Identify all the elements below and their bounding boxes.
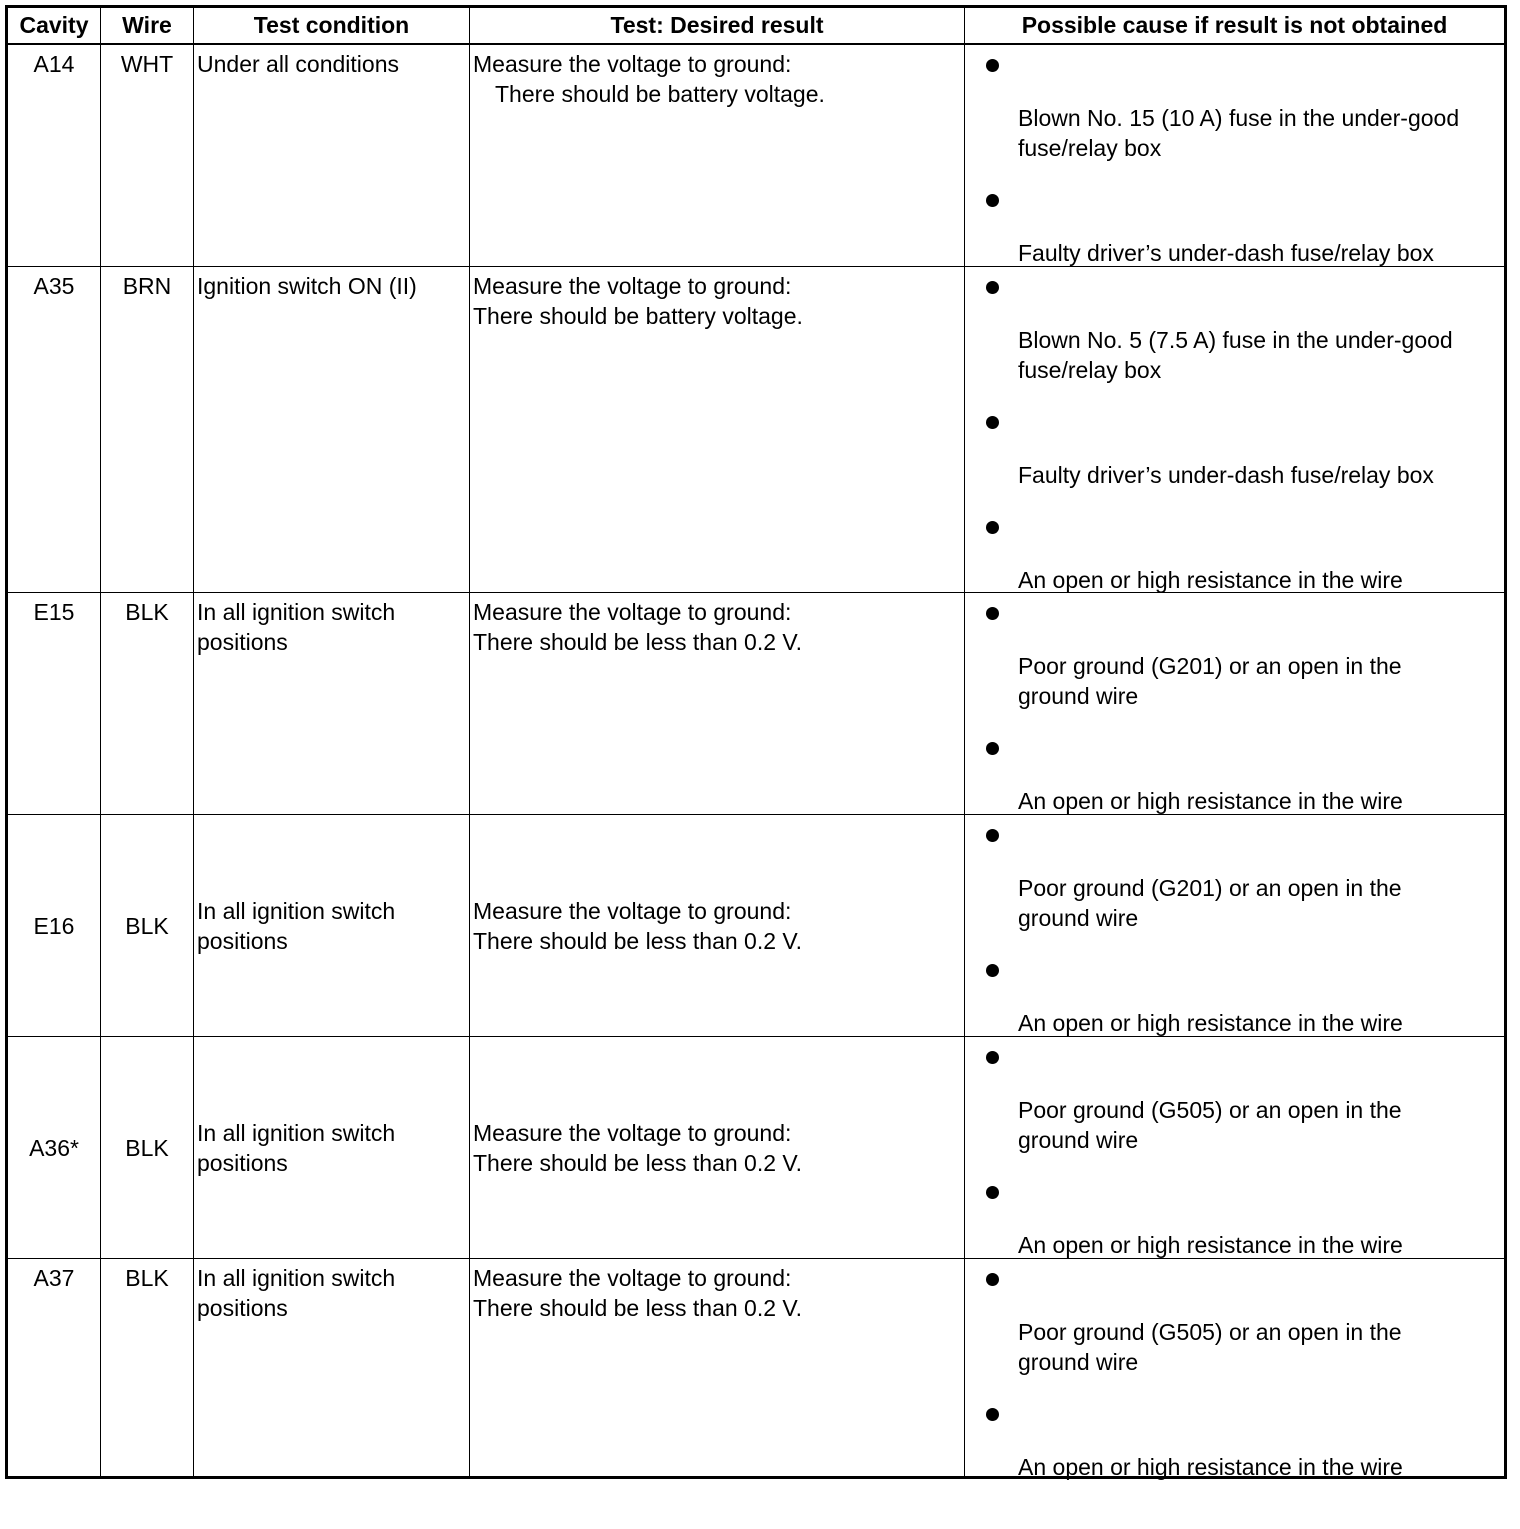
cause-line: Poor ground (G505) or an open in the — [1018, 1097, 1402, 1123]
result-line: There should be less than 0.2 V. — [473, 927, 803, 954]
condition-line: positions — [197, 629, 288, 655]
result-line: There should be battery voltage. — [473, 303, 803, 329]
cause-cell — [965, 45, 1504, 266]
cause-item — [965, 45, 1504, 180]
cause-line: Poor ground (G201) or an open in the — [1018, 653, 1402, 679]
cause-cell — [965, 1259, 1504, 1480]
cause-line: An open or high resistance in the wire — [1018, 1232, 1403, 1258]
cause-line: Poor ground (G505) or an open in the — [1018, 1319, 1402, 1345]
result-line: Measure the voltage to ground: — [473, 1265, 792, 1291]
result-line: There should be less than 0.2 V. — [473, 1295, 803, 1321]
wire-cell: BLK — [101, 1259, 194, 1476]
condition-line: Ignition switch ON (II) — [197, 273, 417, 299]
condition-cell — [194, 815, 470, 1036]
wire-cell: BLK — [101, 593, 194, 814]
cause-item — [965, 1259, 1504, 1394]
condition-line: positions — [197, 1295, 288, 1321]
result-cell — [470, 1037, 965, 1258]
cause-item — [965, 1394, 1504, 1529]
bullet-icon — [986, 416, 999, 429]
table-row — [8, 593, 1504, 815]
cause-cell — [965, 267, 1504, 592]
condition-cell — [194, 1259, 470, 1476]
condition-line: In all ignition switch — [197, 897, 396, 924]
cause-item — [965, 593, 1504, 728]
bullet-icon — [986, 1408, 999, 1421]
result-line: There should be less than 0.2 V. — [473, 629, 803, 655]
result-cell — [470, 1259, 965, 1476]
condition-line: Under all conditions — [197, 51, 400, 77]
cause-line: An open or high resistance in the wire — [1018, 567, 1403, 593]
wire-cell: WHT — [101, 45, 194, 266]
condition-line: In all ignition switch — [197, 599, 396, 625]
result-line: Measure the voltage to ground: — [473, 1119, 792, 1146]
cause-cell — [965, 1037, 1504, 1258]
bullet-icon — [986, 1186, 999, 1199]
result-line: Measure the voltage to ground: — [473, 599, 792, 625]
cause-line: Poor ground (G201) or an open in the — [1018, 875, 1402, 901]
cause-item — [965, 1037, 1504, 1172]
condition-line: positions — [197, 927, 288, 954]
cause-line: An open or high resistance in the wire — [1018, 1454, 1403, 1480]
table-row — [8, 1037, 1504, 1259]
cause-line: Faulty driver’s under-dash fuse/relay box — [1018, 240, 1434, 266]
cavity-cell: A36* — [8, 1037, 101, 1258]
bullet-icon — [986, 742, 999, 755]
cavity-cell: A14 — [8, 45, 101, 266]
result-cell — [470, 815, 965, 1036]
table-header-row — [8, 8, 1504, 45]
header-desired-result: Test: Desired result — [470, 8, 965, 43]
cause-cell — [965, 815, 1504, 1036]
bullet-icon — [986, 521, 999, 534]
result-line: Measure the voltage to ground: — [473, 273, 792, 299]
result-line: Measure the voltage to ground: — [473, 897, 792, 924]
table-row — [8, 45, 1504, 267]
result-line: Measure the voltage to ground: — [473, 51, 792, 77]
cause-line: Faulty driver’s under-dash fuse/relay box — [1018, 462, 1434, 488]
bullet-icon — [986, 281, 999, 294]
cause-line: ground wire — [1018, 1349, 1139, 1375]
condition-line: positions — [197, 1149, 288, 1176]
result-line: There should be battery voltage. — [495, 81, 825, 107]
bullet-icon — [986, 59, 999, 72]
cause-cell — [965, 593, 1504, 814]
cause-line: An open or high resistance in the wire — [1018, 1010, 1403, 1036]
cause-line: ground wire — [1018, 683, 1139, 709]
terminal-test-table — [5, 5, 1507, 1479]
table-row — [8, 267, 1504, 593]
condition-cell — [194, 267, 470, 592]
cause-item — [965, 402, 1504, 507]
cause-line: Blown No. 5 (7.5 A) fuse in the under-good — [1018, 327, 1453, 353]
bullet-icon — [986, 1273, 999, 1286]
cavity-cell: A35 — [8, 267, 101, 592]
bullet-icon — [986, 607, 999, 620]
result-cell — [470, 593, 965, 814]
bullet-icon — [986, 964, 999, 977]
cavity-cell: A37 — [8, 1259, 101, 1476]
cause-line: An open or high resistance in the wire — [1018, 788, 1403, 814]
cause-item — [965, 267, 1504, 402]
cause-line: fuse/relay box — [1018, 135, 1162, 161]
table-row — [8, 815, 1504, 1037]
wire-cell: BRN — [101, 267, 194, 592]
condition-cell — [194, 593, 470, 814]
cavity-cell: E15 — [8, 593, 101, 814]
bullet-icon — [986, 829, 999, 842]
bullet-icon — [986, 194, 999, 207]
bullet-icon — [986, 1051, 999, 1064]
header-cavity: Cavity — [8, 8, 101, 43]
header-wire: Wire — [101, 8, 194, 43]
cause-line: ground wire — [1018, 1127, 1139, 1153]
condition-cell — [194, 1037, 470, 1258]
header-test-condition: Test condition — [194, 8, 470, 43]
cause-item — [965, 815, 1504, 950]
cause-line: fuse/relay box — [1018, 357, 1162, 383]
condition-line: In all ignition switch — [197, 1265, 396, 1291]
cause-line: Blown No. 15 (10 A) fuse in the under-good — [1018, 105, 1460, 131]
condition-line: In all ignition switch — [197, 1119, 396, 1146]
wire-cell: BLK — [101, 1037, 194, 1258]
header-possible-cause: Possible cause if result is not obtained — [1021, 12, 1448, 38]
condition-cell — [194, 45, 470, 266]
result-cell — [470, 267, 965, 592]
wire-cell: BLK — [101, 815, 194, 1036]
table-row — [8, 1259, 1504, 1480]
cause-line: ground wire — [1018, 905, 1139, 931]
result-cell — [470, 45, 965, 266]
cavity-cell: E16 — [8, 815, 101, 1036]
result-line: There should be less than 0.2 V. — [473, 1149, 803, 1176]
